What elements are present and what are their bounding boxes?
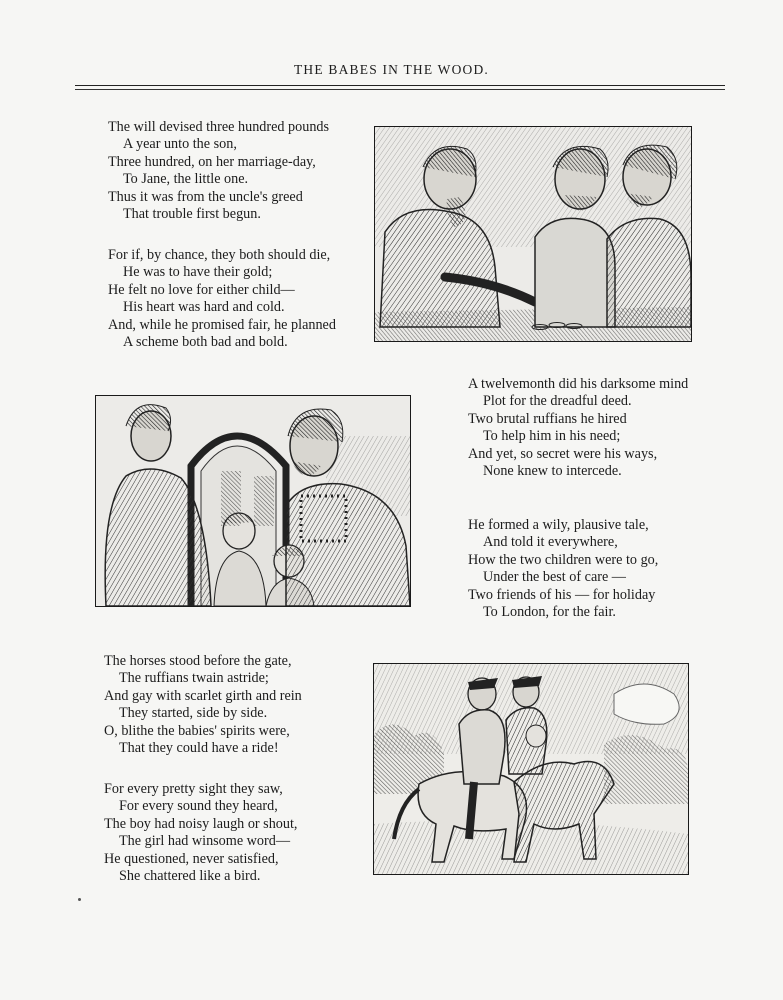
verse-line: The girl had winsome word— — [119, 833, 291, 850]
verse-line: And yet, so secret were his ways, — [468, 445, 658, 462]
verse-line: The will devised three hundred pounds — [108, 119, 330, 135]
illustration-uncle-and-ruffians — [374, 126, 692, 342]
stanza-3 — [468, 376, 688, 480]
stanza-1 — [108, 119, 329, 223]
verse-line: None knew to intercede. — [483, 463, 622, 480]
verse-line: And told it everywhere, — [483, 534, 618, 551]
verse-line: For every pretty sight they saw, — [104, 781, 283, 797]
verse-line: A twelvemonth did his darksome mind — [468, 376, 689, 392]
verse-line: For every sound they heard, — [119, 798, 278, 815]
verse-line: Thus it was from the uncle's greed — [108, 188, 303, 205]
verse-line: Two friends of his — for holiday — [468, 586, 656, 603]
verse-line: And gay with scarlet girth and rein — [104, 687, 302, 704]
verse-line: That they could have a ride! — [119, 740, 279, 757]
engraving-1 — [375, 127, 691, 341]
header-rule-thick — [75, 85, 725, 86]
verse-line: His heart was hard and cold. — [123, 299, 285, 316]
verse-line: She chattered like a bird. — [119, 868, 261, 885]
verse-line: O, blithe the babies' spirits were, — [104, 722, 290, 739]
verse-line: And, while he promised fair, he planned — [108, 316, 336, 333]
verse-line: That trouble first begun. — [123, 206, 261, 223]
verse-line: Three hundred, on her marriage-day, — [108, 153, 316, 170]
engraving-2 — [96, 396, 410, 606]
stanza-5 — [104, 653, 302, 757]
verse-line: To Jane, the little one. — [123, 171, 249, 188]
verse-line: To help him in his need; — [483, 428, 621, 445]
verse-line: How the two children were to go, — [468, 551, 659, 568]
verse-line: The horses stood before the gate, — [104, 653, 292, 669]
margin-mark — [78, 898, 81, 901]
verse-line: A scheme both bad and bold. — [123, 334, 288, 351]
running-head: THE BABES IN THE WOOD. — [293, 62, 490, 77]
stanza-6 — [104, 781, 297, 885]
header-rule-thin — [75, 89, 725, 90]
engraving-3 — [374, 664, 688, 874]
verse-line: The boy had noisy laugh or shout, — [104, 815, 298, 832]
verse-line: He was to have their gold; — [123, 264, 273, 281]
verse-line: Under the best of care — — [483, 569, 626, 586]
stanza-4 — [468, 517, 658, 621]
illustration-mother-children-uncle — [95, 395, 411, 607]
verse-line: To London, for the fair. — [483, 604, 616, 621]
verse-line: Two brutal ruffians he hired — [468, 410, 627, 427]
stanza-2 — [108, 247, 336, 351]
illustration-horseback-ride — [373, 663, 689, 875]
verse-line: For if, by chance, they both should die, — [108, 247, 331, 263]
verse-line: He felt no love for either child— — [108, 281, 295, 298]
verse-line: Plot for the dreadful deed. — [483, 393, 632, 410]
verse-line: He formed a wily, plausive tale, — [468, 517, 649, 533]
verse-line: The ruffians twain astride; — [119, 670, 269, 687]
verse-line: He questioned, never satisfied, — [104, 850, 279, 867]
verse-line: They started, side by side. — [119, 705, 268, 722]
verse-line: A year unto the son, — [123, 136, 237, 153]
